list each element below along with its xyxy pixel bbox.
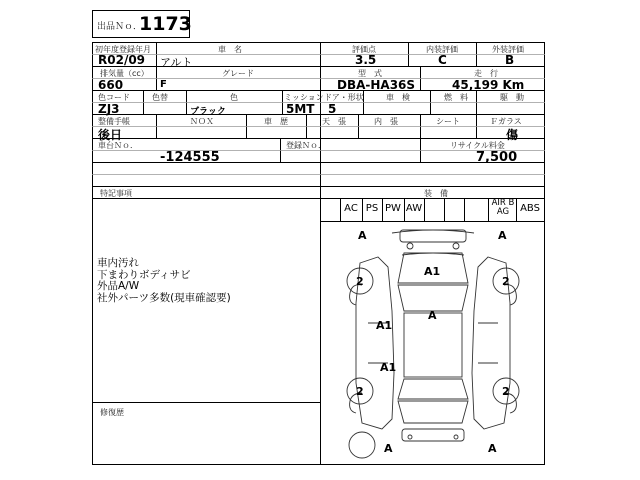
header-reg-no: 登録Ｎｏ． [286, 141, 326, 150]
interior-grade-value: C [438, 53, 447, 67]
header-history: 車 歴 [264, 117, 288, 126]
header-fuel: 燃 料 [444, 93, 468, 102]
header-chassis: 車台Ｎｏ． [98, 141, 138, 150]
header-displacement: 排気量（cc） [100, 69, 149, 78]
header-remarks: 特記事項 [100, 189, 132, 198]
damage-mark-front-right-wheel: 2 [502, 275, 510, 288]
grade-score-value: 3.5 [355, 53, 377, 67]
damage-mark-front-left-wheel: 2 [356, 275, 364, 288]
fglass-value: 傷 [506, 128, 519, 142]
lot-number-label: 出品Ｎｏ． [97, 22, 143, 32]
damage-mark-rear-right-wheel: 2 [502, 385, 510, 398]
car-damage-diagram [322, 223, 544, 463]
first-reg-value: R02/09 [98, 53, 146, 67]
header-first-reg: 初年度登録年月 [95, 45, 151, 54]
header-grade: グレード [222, 69, 254, 78]
damage-mark-hood: A1 [424, 265, 441, 278]
lot-number: 1173 [139, 13, 192, 35]
remarks-line: 車内汚れ [97, 257, 139, 269]
header-inspection: 車 検 [386, 93, 410, 102]
car-name-value: アルト [160, 56, 193, 69]
chassis-value: -124555 [160, 150, 220, 165]
header-drive: 駆 動 [500, 93, 524, 102]
header-color-code: 色コード [98, 93, 130, 102]
header-model: 型 式 [358, 69, 382, 78]
header-car-name: 車 名 [218, 45, 242, 54]
color-value: ブラック [190, 107, 226, 117]
header-equipment: 装 備 [424, 189, 448, 198]
damage-mark-left-rear-door: A1 [380, 361, 397, 374]
equipment-row [320, 198, 545, 221]
damage-mark-rear-left: A [384, 442, 393, 455]
header-recycle: リサイクル料金 [450, 141, 505, 150]
equipment-abs: ABS [520, 203, 540, 214]
recycle-value: 7,500 [476, 150, 518, 165]
equipment-ac: AC [344, 203, 358, 214]
header-color: 色 [230, 93, 238, 102]
header-color-change: 色替 [152, 93, 168, 102]
equipment-ps: PS [365, 203, 379, 214]
header-seat: シート [436, 117, 460, 126]
displacement-value: 660 [98, 78, 124, 92]
header-nox: ＮＯＸ [190, 117, 214, 126]
damage-mark-front-right: A [498, 229, 507, 242]
remarks-line: 外品A/W [97, 280, 140, 292]
transmission-value: 5MT [286, 102, 315, 116]
remarks-list [97, 258, 317, 304]
model-value: DBA-HA36S [337, 78, 416, 92]
exterior-grade-value: B [505, 53, 515, 67]
damage-mark-roof: A [428, 309, 437, 322]
grade-value: F [160, 79, 167, 90]
equipment-pw: PW [385, 203, 401, 214]
damage-mark-rear-right: A [488, 442, 497, 455]
remarks-line: 下まわりボディサビ [97, 268, 191, 281]
color-code-value: ZJ3 [98, 102, 120, 116]
damage-mark-rear-left-wheel: 2 [356, 385, 364, 398]
equipment-airbag: AIR BAG [491, 198, 515, 217]
header-interior: 内 張 [374, 117, 398, 126]
header-doors: ドア・形状 [324, 93, 364, 102]
damage-mark-front-left: A [358, 229, 367, 242]
equipment-empty-lead [320, 198, 340, 221]
header-fglass: Ｆガラス [490, 117, 522, 126]
header-repair: 修復歴 [100, 408, 124, 417]
header-manual: 整備手帳 [98, 117, 130, 126]
header-grade-score: 評価点 [352, 45, 376, 54]
remarks-line: 社外パーツ多数(現車確認要) [97, 291, 231, 304]
doors-value: 5 [328, 102, 337, 116]
manual-value: 後日 [98, 128, 123, 142]
header-sunroof: 天 張 [322, 117, 346, 126]
header-transmission: ミッション [284, 93, 324, 102]
header-interior-grade: 内装評価 [426, 45, 458, 54]
damage-mark-left-front-door: A1 [376, 319, 393, 332]
mileage-value: 45,199 Km [452, 78, 525, 92]
header-exterior-grade: 外装評価 [492, 45, 524, 54]
header-mileage: 走 行 [474, 69, 498, 78]
equipment-aw: AW [405, 203, 423, 214]
